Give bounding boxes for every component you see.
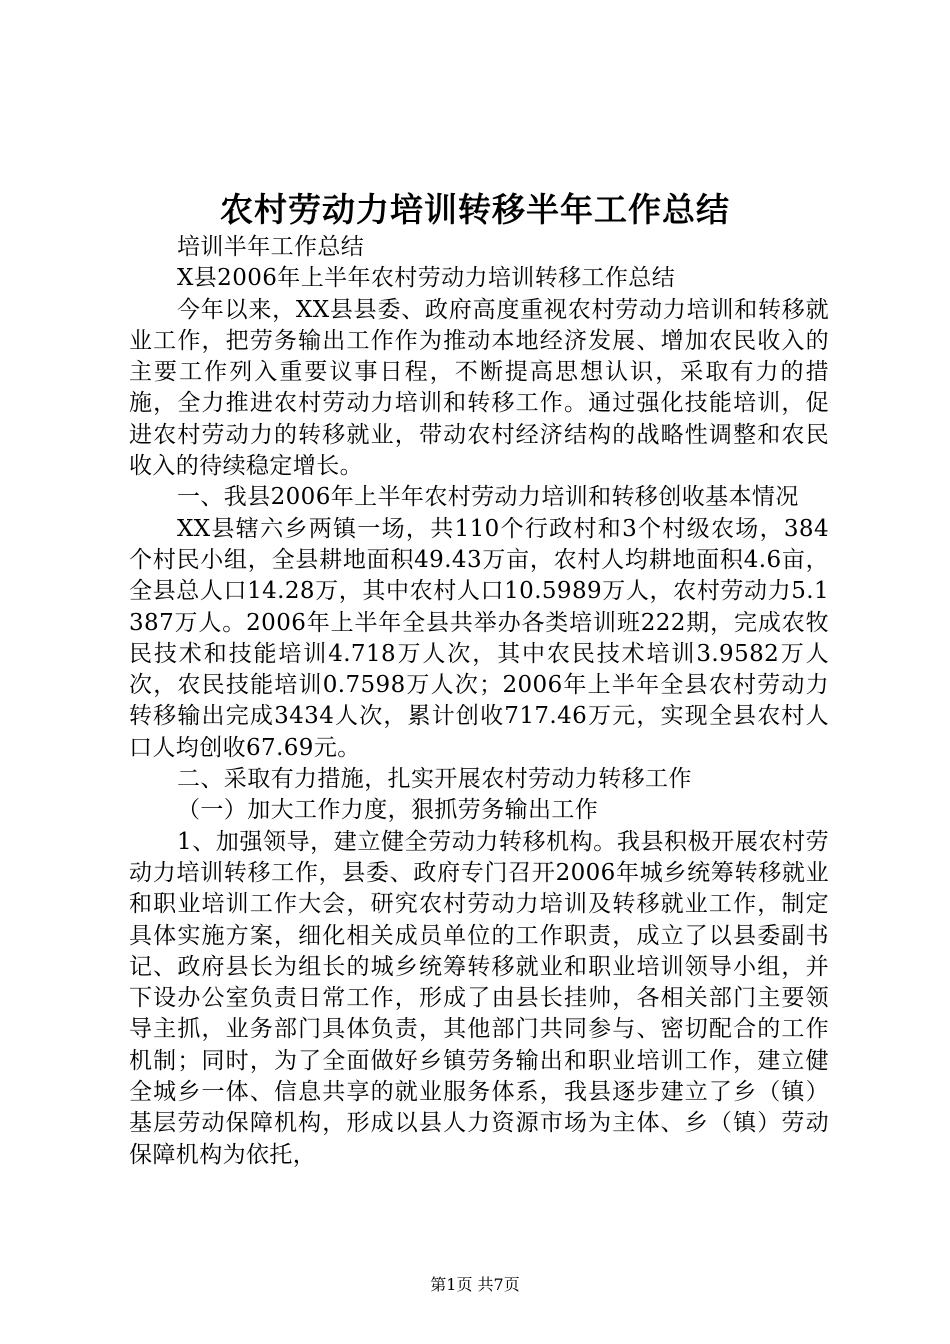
document-title: 农村劳动力培训转移半年工作总结 — [220, 190, 730, 229]
paragraph-statistics: XX县辖六乡两镇一场，共110个行政村和3个村级农场，384个村民小组，全县耕地面积49.43万亩，农村人均耕地面积4.6亩，全县总人口14.28万，其中农村人口10.5989万人，农村劳动力5.1387万人。2006年上半年全县共举办各类培训班222期，完成农牧民技术和技能培训4.718万人次，其中农民技术培训3.9582万人次，农民技能培训0.7598万人次；2006年上半年全县农村劳动力转移输出完成3434人次，累计创收717.46万元，实现全县农村人口人均创收67.69元。 — [129, 515, 829, 761]
paragraph-intro: 今年以来，XX县县委、政府高度重视农村劳动力培训和转移就业工作，把劳务输出工作作为推动本地经济发展、增加农民收入的主要工作列入重要议事日程，不断提高思想认识，采取有力的措施，全力推进农村劳动力培训和转移工作。通过强化技能培训，促进农村劳动力的转移就业，带动农村经济结构的战略性调整和农民收入的待续稳定增长。 — [129, 296, 829, 480]
page-footer: 第1页 共7页 — [430, 1275, 520, 1294]
paragraph-report-title: X县2006年上半年农村劳动力培训转移工作总结 — [177, 265, 676, 292]
paragraph-subtitle: 培训半年工作总结 — [177, 234, 365, 260]
subsection-heading-1: （一）加大工作力度，狠抓劳务输出工作 — [177, 797, 599, 824]
paragraph-leadership: 1、加强领导，建立健全劳动力转移机构。我县积极开展农村劳动力培训转移工作，县委、政府专门召开2006年城乡统筹转移就业和职业培训工作大会，研究农村劳动力培训及转移就业工作，制定具体实施方案，细化相关成员单位的工作职责，成立了以县委副书记、政府县长为组长的城乡统筹转移就业和职业培训领导小组，并下设办公室负责日常工作，形成了由县长挂帅，各相关部门主要领导主抓，业务部门具体负责，其他部门共同参与、密切配合的工作机制；同时，为了全面做好乡镇劳务输出和职业培训工作，建立健全城乡一体、信息共享的就业服务体系，我县逐步建立了乡（镇）基层劳动保障机构，形成以县人力资源市场为主体、乡（镇）劳动保障机构为依托， — [129, 828, 829, 1168]
document-body — [129, 232, 829, 1171]
section-heading-1: 一、我县2006年上半年农村劳动力培训和转移创收基本情况 — [177, 484, 799, 511]
section-heading-2: 二、采取有力措施，扎实开展农村劳动力转移工作 — [177, 766, 692, 793]
